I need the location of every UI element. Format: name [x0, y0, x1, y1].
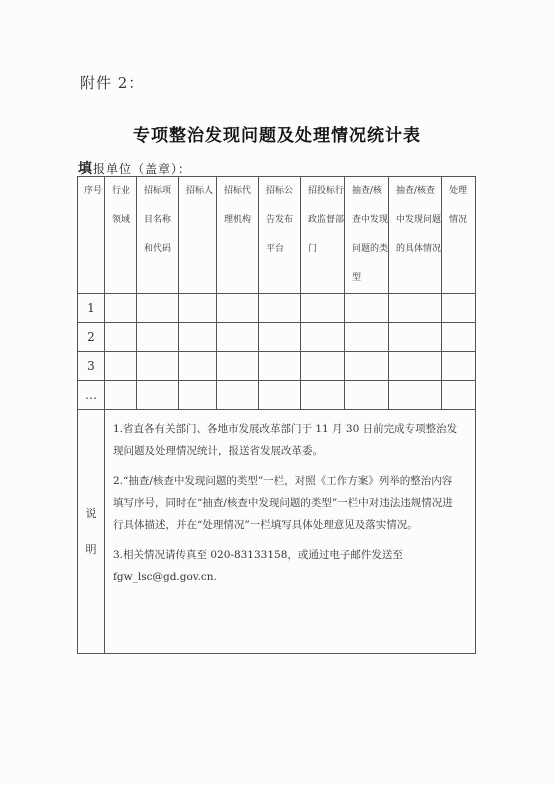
notes-label: 说明 [78, 410, 105, 654]
header-tenderer: 招标人 [179, 177, 217, 294]
row-number: 1 [78, 294, 105, 323]
row-number: 2 [78, 323, 105, 352]
row-number: 3 [78, 352, 105, 381]
header-seq: 序号 [78, 177, 105, 294]
table-row [78, 294, 476, 323]
table-row [78, 381, 476, 410]
table-row [78, 352, 476, 381]
attachment-label: 附件 2： [80, 74, 145, 92]
note-item: 1.省直各有关部门、各地市发展改革部门于 11 月 30 日前完成专项整治发现问题及处理情况统计，报送省发展改革委。 [113, 423, 458, 457]
notes-row [78, 410, 476, 654]
table-row [78, 323, 476, 352]
header-problem-detail: 抽查/核查中发现问题的具体情况 [389, 177, 442, 294]
row-number: … [78, 381, 105, 410]
reporting-unit-text: 报单位（盖章）： [93, 162, 192, 176]
header-project-name: 招标项目名称和代码 [137, 177, 179, 294]
note-item: 3.相关情况请传真至 020-83133158，或通过电子邮件发送至 fgw_lsc@gd.gov.cn. [113, 549, 403, 583]
reporting-unit-label [78, 158, 191, 178]
reporting-unit-prefix: 填 [78, 161, 93, 177]
header-handling: 处理情况 [442, 177, 476, 294]
header-industry: 行业领域 [105, 177, 137, 294]
statistics-table [77, 176, 476, 654]
header-platform: 招标公告发布平台 [259, 177, 301, 294]
header-problem-type: 抽查/核查中发现问题的类型 [345, 177, 389, 294]
table-header-row [78, 177, 476, 294]
header-supervisor: 招投标行政监督部门 [301, 177, 345, 294]
notes-cell [105, 410, 476, 654]
note-item: 2.“抽查/核查中发现问题的类型”一栏，对照《工作方案》列举的整治内容填写序号，同时在“抽查/核查中发现问题的类型”一栏中对违法违规情况进行具体描述，并在“处理情况”一栏填写具体处理意见及落实情况。 [113, 475, 453, 531]
header-agency: 招标代理机构 [217, 177, 259, 294]
document-title: 专项整治发现问题及处理情况统计表 [133, 126, 421, 146]
